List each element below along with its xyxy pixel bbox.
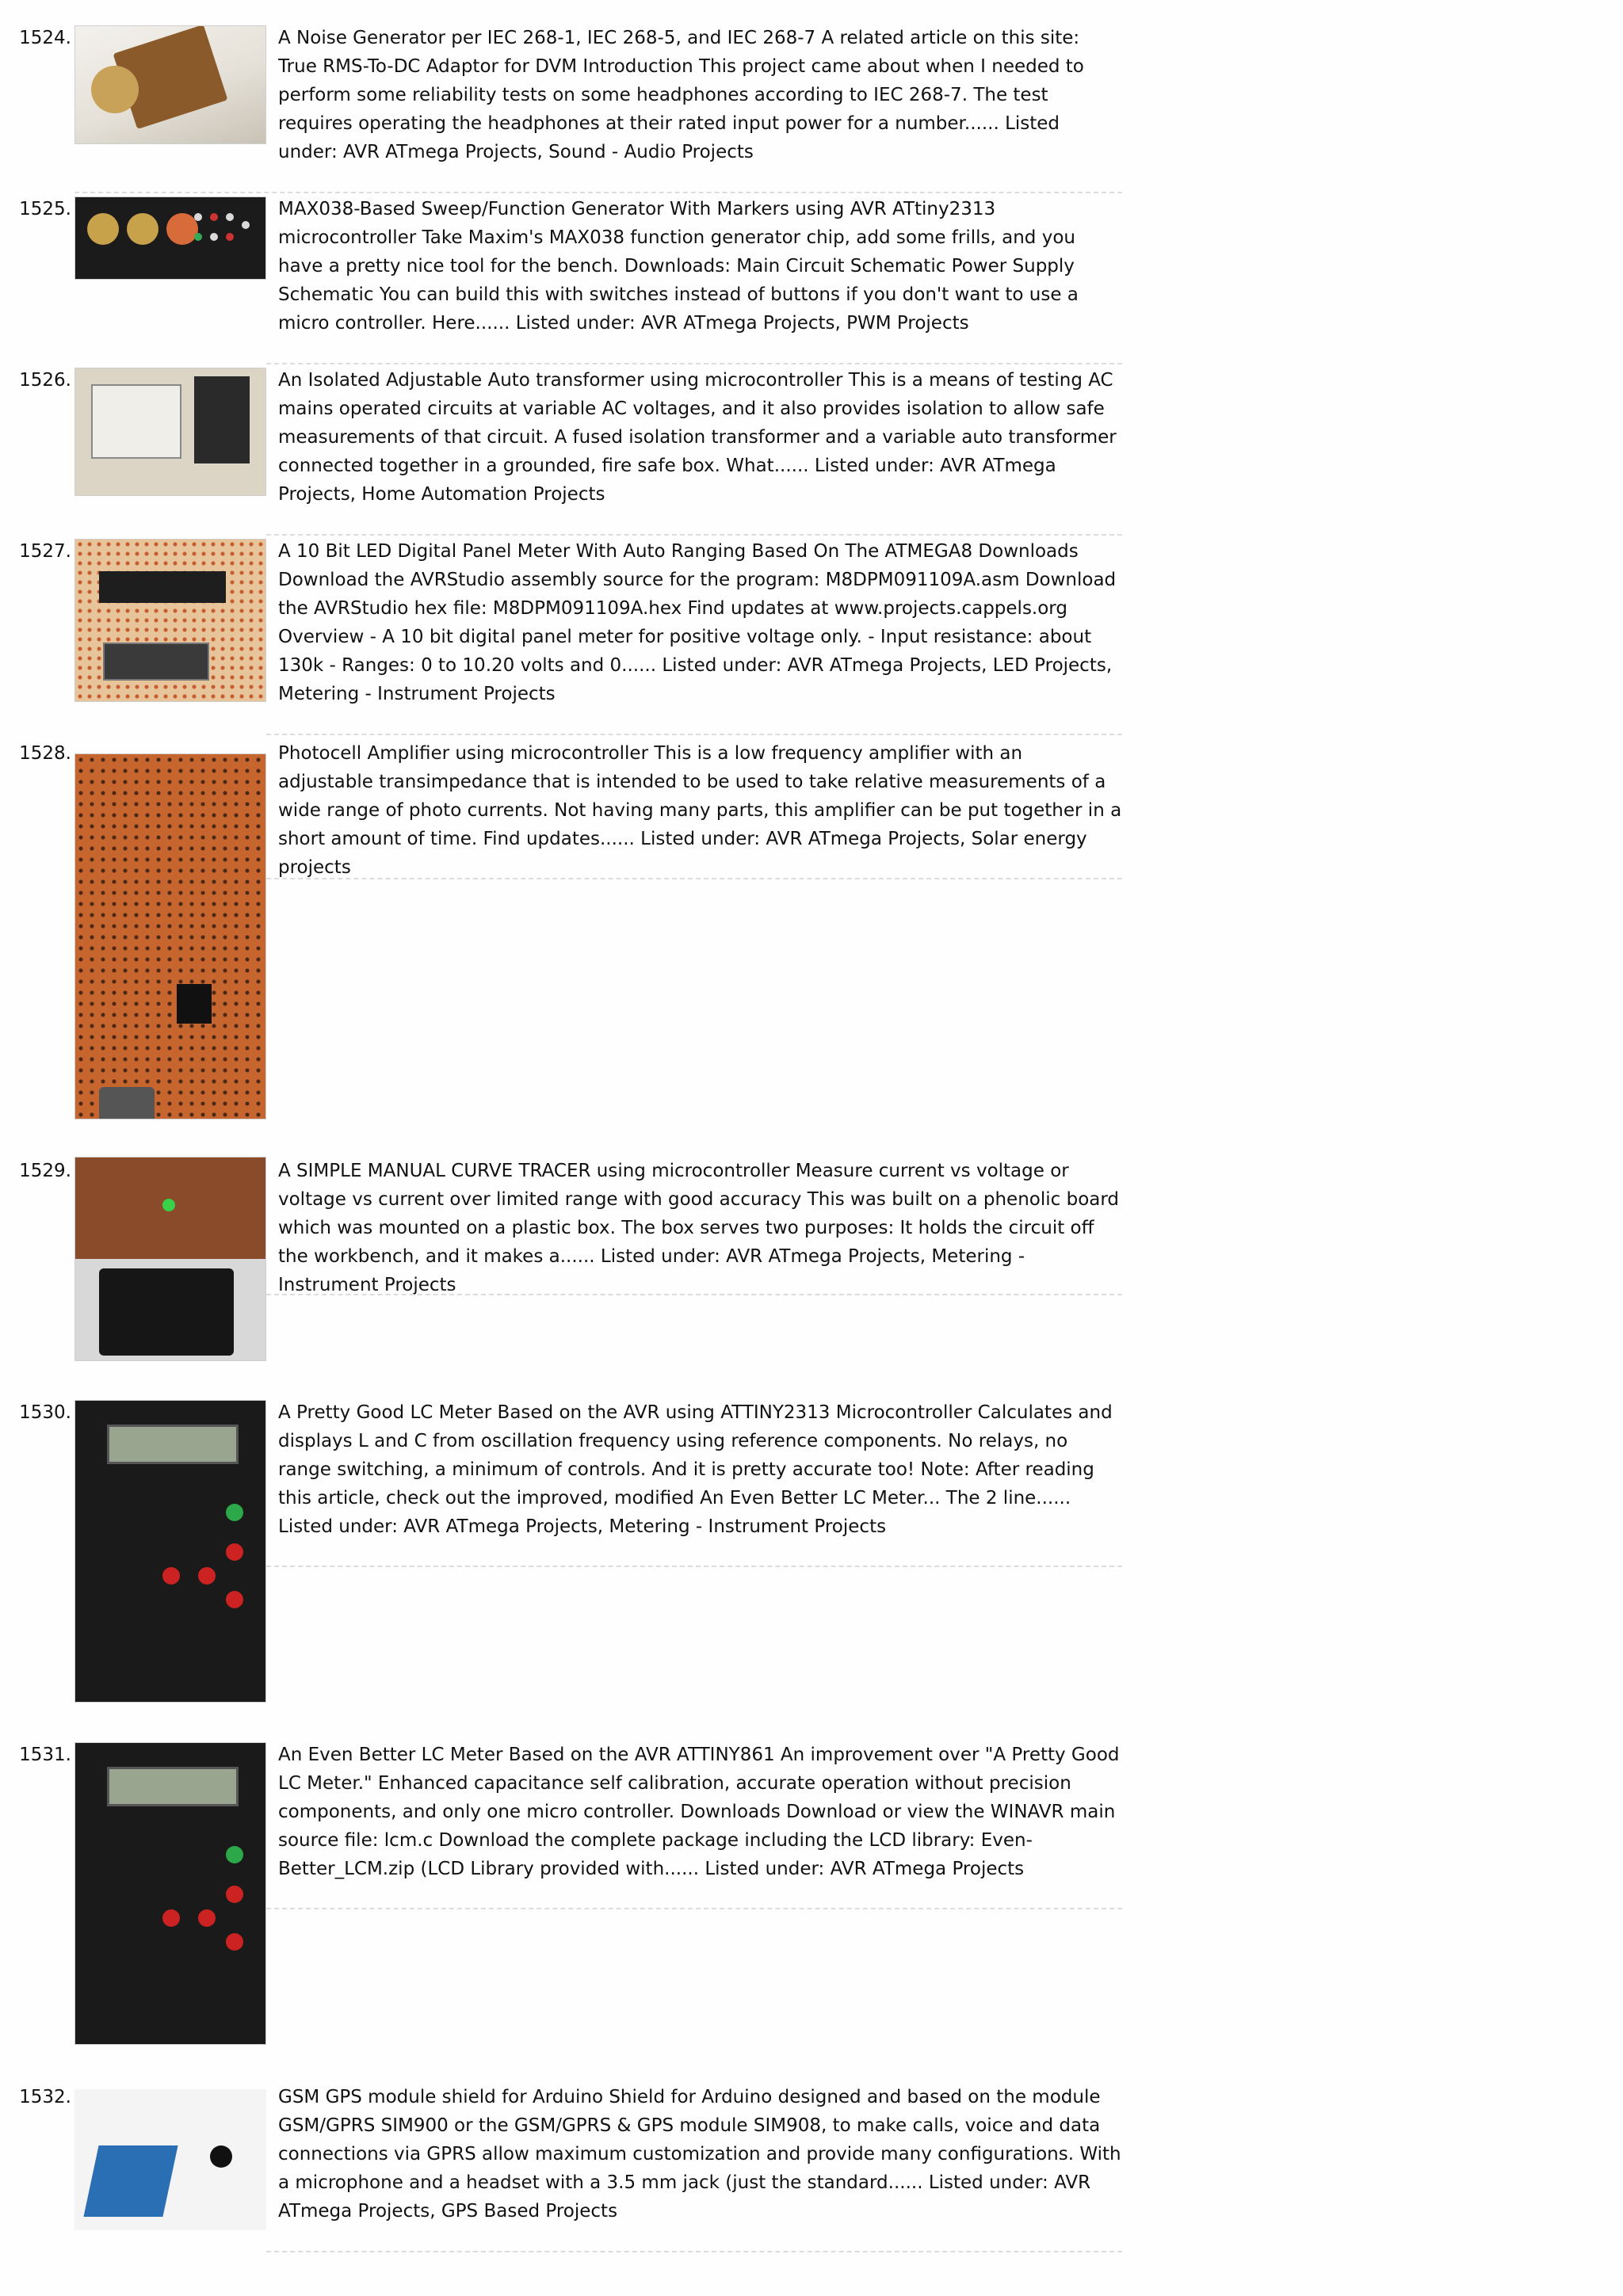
item-description[interactable]: An Even Better LC Meter Based on the AVR ATTINY861 An improvement over "A Pretty Good LC Meter." Enhanced capacitance self calibration, accurate operation without precision components, and only one micro controller. Downloads Download or view the WINAVR main source file: lcm.c Download the complete package including the LCD library: Even-Better_LCM.zip (LCD Library provided with...... Listed under: AVR ATmega Projects: [278, 1745, 1120, 1879]
item-number: 1529.: [19, 1161, 71, 1181]
function-generator-thumbnail[interactable]: [74, 196, 266, 280]
auto-transformer-thumbnail[interactable]: [74, 368, 266, 496]
divider: [266, 1294, 1122, 1295]
item-description[interactable]: A Noise Generator per IEC 268-1, IEC 268-5, and IEC 268-7 A related article on this site: True RMS-To-DC Adaptor for DVM Introduction This project came about when I needed to perform some reliability tests on some headphones according to IEC 268-7. The test requires operating the headphones at their rated input power for a number...... Listed under: AVR ATmega Projects, Sound - Audio Projects: [278, 28, 1084, 162]
better-lc-meter-thumbnail[interactable]: [74, 1742, 266, 2045]
divider: [266, 363, 1122, 364]
divider: [266, 734, 1122, 735]
item-description[interactable]: An Isolated Adjustable Auto transformer using microcontroller This is a means of testing AC mains operated circuits at variable AC voltages, and it also provides isolation to allow safe measurements of that circuit. A fused isolation transformer and a variable auto transformer connected together in a grounded, fire safe box. What...... Listed under: AVR ATmega Projects, Home Automation Projects: [278, 370, 1117, 505]
item-description[interactable]: Photocell Amplifier using microcontroller This is a low frequency amplifier with an adjustable transimpedance that is intended to be used to take relative measurements of a wide range of photo currents. Not having many parts, this amplifier can be put together in a short amount of time. Find updates...... Listed under: AVR ATmega Projects, Solar energy projects: [278, 743, 1122, 878]
item-number: 1528.: [19, 743, 71, 764]
divider: [266, 534, 1122, 536]
divider: [266, 2251, 1122, 2252]
item-number: 1527.: [19, 541, 71, 562]
item-description[interactable]: A Pretty Good LC Meter Based on the AVR using ATTINY2313 Microcontroller Calculates and displays L and C from oscillation frequency using reference components. No relays, no range switching, a minimum of controls. And it is pretty accurate too! Note: After reading this article, check out the improved, modified An Even Better LC Meter... The 2 line...... Listed under: AVR ATmega Projects, Metering - Instrument Projects: [278, 1402, 1113, 1537]
divider: [266, 1908, 1122, 1909]
item-number: 1530.: [19, 1402, 71, 1423]
item-number: 1532.: [19, 2087, 71, 2107]
photocell-amplifier-thumbnail[interactable]: [74, 753, 266, 1119]
item-description[interactable]: A SIMPLE MANUAL CURVE TRACER using microcontroller Measure current vs voltage or voltage vs current over limited range with good accuracy This was built on a phenolic board which was mounted on a plastic box. The box serves two purposes: It holds the circuit off the workbench, and it makes a...... Listed under: AVR ATmega Projects, Metering - Instrument Projects: [278, 1161, 1120, 1295]
lc-meter-thumbnail[interactable]: [74, 1400, 266, 1703]
item-description[interactable]: GSM GPS module shield for Arduino Shield for Arduino designed and based on the module GSM/GPRS SIM900 or the GSM/GPRS & GPS module SIM908, to make calls, voice and data connections via GPRS allow maximum customization and provide many configurations. With a microphone and a headset with a 3.5 mm jack (just the standard...... Listed under: AVR ATmega Projects, GPS Based Projects: [278, 2087, 1121, 2222]
divider: [266, 1566, 1122, 1567]
item-number: 1525.: [19, 199, 71, 219]
item-number: 1531.: [19, 1745, 71, 1765]
item-description[interactable]: MAX038-Based Sweep/Function Generator With Markers using AVR ATtiny2313 microcontroller Take Maxim's MAX038 function generator chip, add some frills, and you have a pretty nice tool for the bench. Downloads: Main Circuit Schematic Power Supply Schematic You can build this with switches instead of buttons if you don't want to use a micro controller. Here...... Listed under: AVR ATmega Projects, PWM Projects: [278, 199, 1079, 334]
gsm-gps-shield-thumbnail[interactable]: [74, 2089, 266, 2230]
item-number: 1524.: [19, 28, 71, 48]
panel-meter-thumbnail[interactable]: [74, 539, 266, 702]
curve-tracer-thumbnail[interactable]: [74, 1157, 266, 1361]
item-description[interactable]: A 10 Bit LED Digital Panel Meter With Auto Ranging Based On The ATMEGA8 Downloads Download the AVRStudio assembly source for the program: M8DPM091109A.asm Download the AVRStudio hex file: M8DPM091109A.hex Find updates at www.projects.cappels.org Overview - A 10 bit digital panel meter for positive voltage only. - Input resistance: about 130k - Ranges: 0 to 10.20 volts and 0...... Listed under: AVR ATmega Projects, LED Projects, Metering - Instrument Projects: [278, 541, 1117, 704]
item-number: 1526.: [19, 370, 71, 391]
noise-generator-thumbnail[interactable]: [74, 25, 266, 144]
divider: [266, 878, 1122, 879]
divider: [74, 192, 1122, 193]
